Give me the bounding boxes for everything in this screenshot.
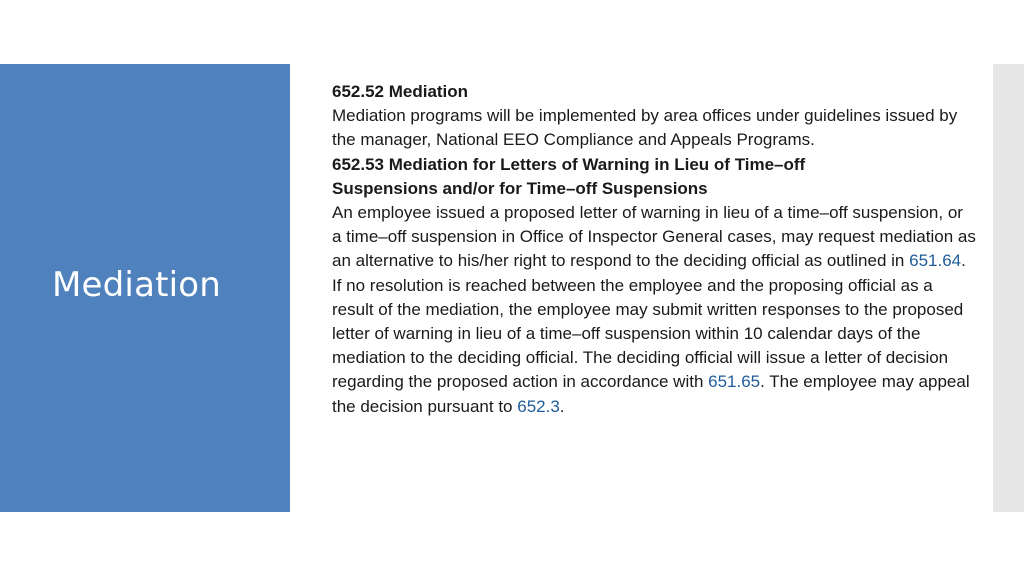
reference-link-652-3[interactable]: 652.3	[517, 396, 560, 416]
slide-title: Mediation	[52, 265, 222, 305]
body-text-segment: . If no resolution is reached between the employee and the proposing official as a result of the mediation, the employee may submit written responses to the proposed letter of warning in lieu of a time–off suspension within 10 calendar days of the mediation to the deciding official. The deciding official will issue a letter of decision regarding the proposed action in accordance with	[332, 251, 966, 392]
right-decorative-strip	[993, 64, 1024, 512]
section-heading-line-1: 652.53 Mediation for Letters of Warning in Lieu of Time–off	[332, 154, 806, 174]
section-heading-652-53	[332, 153, 977, 201]
body-text-segment: An employee issued a proposed letter of warning in lieu of a time–off suspension, or a time–off suspension in Office of Inspector General cases, may request mediation as an alternative to his/her right to respond to the deciding official as outlined in	[332, 203, 976, 271]
section-body-652-52: Mediation programs will be implemented by area offices under guidelines issued by the manager, National EEO Compliance and Appeals Programs.	[332, 106, 958, 150]
section-heading-652-52: 652.52 Mediation	[332, 82, 469, 101]
section-body-652-53	[332, 201, 977, 419]
content-area	[332, 80, 977, 419]
reference-link-651-64[interactable]: 651.64	[909, 251, 962, 271]
reference-link-651-65[interactable]: 651.65	[708, 372, 761, 392]
body-text-segment: .	[559, 396, 565, 416]
body-text-segment: . The employee may appeal the decision pursuant to	[332, 372, 970, 416]
section-heading-line-2: Suspensions and/or for Time–off Suspensions	[332, 178, 708, 198]
